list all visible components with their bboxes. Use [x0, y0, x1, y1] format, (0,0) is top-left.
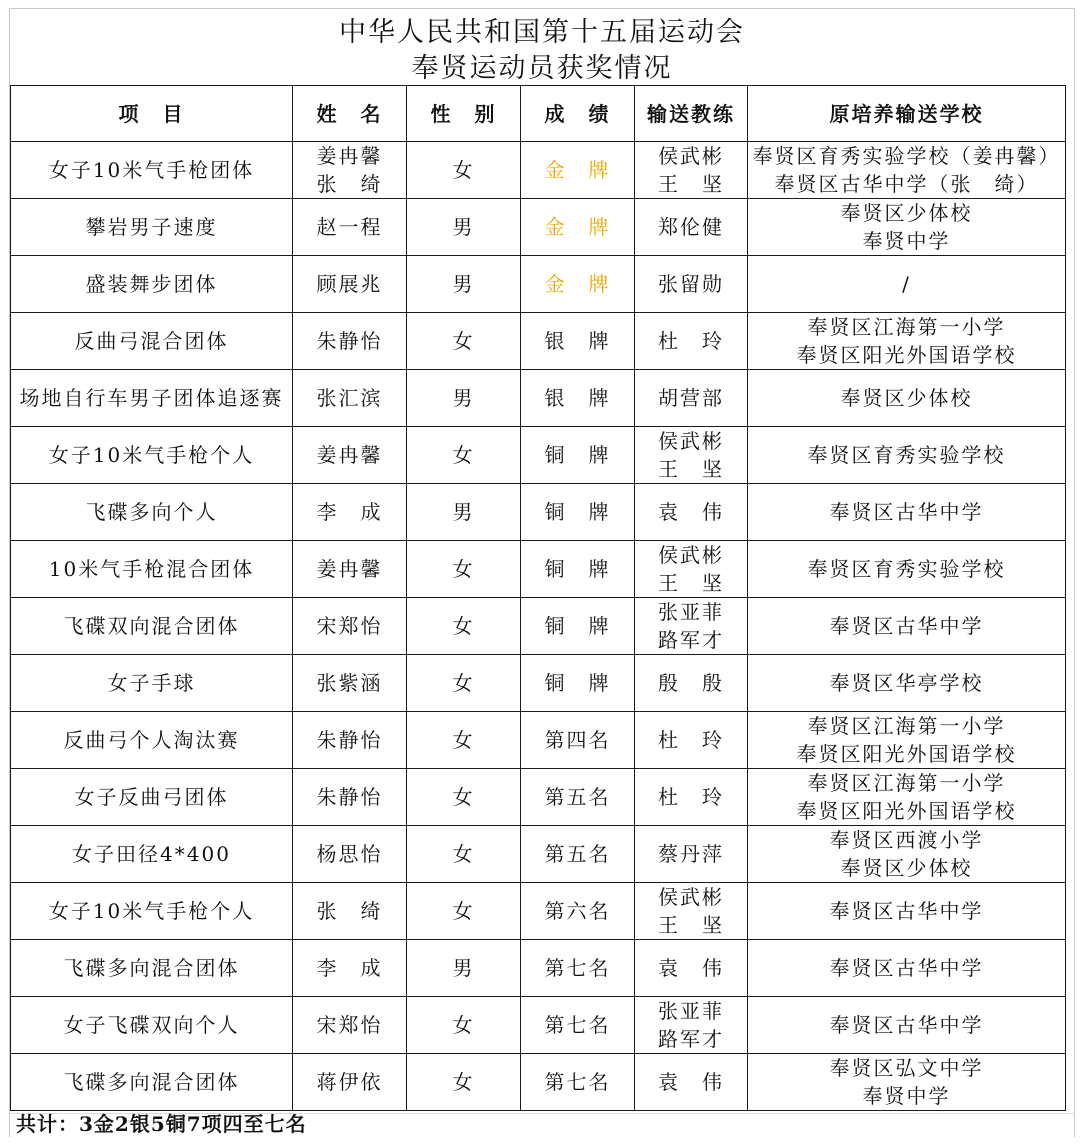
cell-name [293, 826, 407, 883]
table-row [11, 199, 1066, 256]
cell-coach-line: 袁 伟 [658, 500, 724, 524]
cell-school-line: 奉贤区育秀实验学校（姜冉馨） [752, 144, 1061, 168]
cell-coach-line: 胡营部 [658, 386, 724, 410]
cell-name [293, 427, 407, 484]
cell-result: 铜 牌 [521, 655, 635, 712]
cell-result: 第六名 [521, 883, 635, 940]
cell-coach [635, 484, 748, 541]
cell-school [748, 313, 1066, 370]
cell-coach-line: 杜 玲 [658, 785, 724, 809]
cell-coach-line: 王 坚 [658, 172, 724, 196]
cell-event: 女子10米气手枪个人 [11, 427, 293, 484]
cell-coach-line: 袁 伟 [658, 956, 724, 980]
cell-coach-line: 王 坚 [658, 913, 724, 937]
cell-school-line: 奉贤区西渡小学 [829, 828, 984, 852]
cell-coach [635, 883, 748, 940]
cell-name-line: 朱静怡 [316, 728, 383, 752]
cell-name [293, 484, 407, 541]
cell-coach-line: 袁 伟 [658, 1070, 724, 1094]
cell-name-line: 张 绮 [316, 172, 383, 196]
cell-event: 飞碟双向混合团体 [11, 598, 293, 655]
cell-name-line: 李 成 [316, 956, 383, 980]
cell-school-line: 奉贤区弘文中学 [829, 1056, 984, 1080]
cell-school-line: 奉贤区育秀实验学校 [807, 557, 1006, 581]
cell-event: 飞碟多向个人 [11, 484, 293, 541]
cell-result: 金 牌 [521, 199, 635, 256]
cell-gender: 女 [407, 598, 521, 655]
cell-school-line: 奉贤区少体校 [840, 386, 973, 410]
cell-name-line: 蒋伊依 [316, 1070, 383, 1094]
cell-school-line: 奉贤区育秀实验学校 [807, 443, 1006, 467]
cell-name [293, 655, 407, 712]
cell-school [748, 256, 1066, 313]
cell-school [748, 541, 1066, 598]
cell-result: 铜 牌 [521, 484, 635, 541]
cell-gender: 女 [407, 655, 521, 712]
cell-name [293, 199, 407, 256]
cell-gender: 男 [407, 199, 521, 256]
cell-name [293, 712, 407, 769]
table-row [11, 712, 1066, 769]
cell-coach [635, 712, 748, 769]
cell-school-line: 奉贤中学 [862, 229, 951, 253]
cell-result: 金 牌 [521, 256, 635, 313]
total-summary: 共计：3金2银5铜7项四至七名 [16, 1112, 307, 1136]
cell-result: 铜 牌 [521, 598, 635, 655]
cell-coach-line: 杜 玲 [658, 728, 724, 752]
cell-school [748, 655, 1066, 712]
cell-coach-line: 张留勋 [658, 272, 724, 296]
cell-name-line: 赵一程 [316, 215, 383, 239]
cell-coach-line: 侯武彬 [658, 885, 724, 909]
page-subtitle: 奉贤运动员获奖情况 [411, 53, 673, 84]
cell-result: 第五名 [521, 769, 635, 826]
cell-name-line: 姜冉馨 [316, 557, 383, 581]
cell-event: 反曲弓个人淘汰赛 [11, 712, 293, 769]
table-row [11, 997, 1066, 1054]
cell-school-line: 奉贤区阳光外国语学校 [796, 343, 1017, 367]
table-row [11, 1054, 1066, 1111]
cell-coach-line: 殷 殷 [658, 671, 724, 695]
table-row [11, 142, 1066, 199]
header-coach: 输送教练 [635, 86, 748, 142]
cell-coach-line: 王 坚 [658, 457, 724, 481]
cell-school-line: 奉贤区江海第一小学 [807, 771, 1006, 795]
cell-coach [635, 598, 748, 655]
table-row [11, 883, 1066, 940]
table-row [11, 655, 1066, 712]
cell-school [748, 997, 1066, 1054]
cell-coach [635, 826, 748, 883]
cell-name [293, 370, 407, 427]
cell-school-line: 奉贤区阳光外国语学校 [796, 799, 1017, 823]
cell-school [748, 484, 1066, 541]
header-event: 项 目 [11, 86, 293, 142]
cell-coach [635, 997, 748, 1054]
cell-name [293, 541, 407, 598]
table-row [11, 541, 1066, 598]
cell-school-line: 奉贤区阳光外国语学校 [796, 742, 1017, 766]
awards-table [10, 85, 1066, 1111]
cell-coach-line: 侯武彬 [658, 543, 724, 567]
cell-school [748, 1054, 1066, 1111]
cell-school [748, 712, 1066, 769]
cell-school-line: 奉贤区古华中学 [829, 1013, 984, 1037]
cell-school-line: 奉贤区少体校 [840, 201, 973, 225]
cell-coach-line: 侯武彬 [658, 144, 724, 168]
header-result: 成 绩 [521, 86, 635, 142]
cell-gender: 女 [407, 883, 521, 940]
cell-name-line: 张 绮 [316, 899, 383, 923]
cell-school [748, 883, 1066, 940]
cell-name-line: 宋郑怡 [316, 614, 383, 638]
cell-result: 银 牌 [521, 313, 635, 370]
cell-coach-line: 杜 玲 [658, 329, 724, 353]
cell-coach [635, 313, 748, 370]
table-row [11, 826, 1066, 883]
cell-coach [635, 142, 748, 199]
cell-gender: 女 [407, 541, 521, 598]
cell-school-line: 奉贤区古华中学 [829, 899, 984, 923]
cell-gender: 女 [407, 313, 521, 370]
cell-gender: 男 [407, 256, 521, 313]
cell-name [293, 142, 407, 199]
cell-gender: 女 [407, 427, 521, 484]
cell-gender: 女 [407, 142, 521, 199]
table-row [11, 370, 1066, 427]
cell-school-line: 奉贤区古华中学 [829, 614, 984, 638]
cell-event: 反曲弓混合团体 [11, 313, 293, 370]
cell-name-line: 姜冉馨 [316, 144, 383, 168]
cell-event: 攀岩男子速度 [11, 199, 293, 256]
cell-gender: 女 [407, 769, 521, 826]
cell-result: 银 牌 [521, 370, 635, 427]
cell-coach [635, 769, 748, 826]
cell-gender: 女 [407, 1054, 521, 1111]
cell-gender: 男 [407, 370, 521, 427]
cell-name [293, 313, 407, 370]
cell-coach [635, 541, 748, 598]
cell-name-line: 朱静怡 [316, 329, 383, 353]
cell-coach [635, 655, 748, 712]
cell-school [748, 427, 1066, 484]
header-gender: 性 别 [407, 86, 521, 142]
cell-coach [635, 256, 748, 313]
table-header-row [11, 86, 1066, 142]
cell-event: 场地自行车男子团体追逐赛 [11, 370, 293, 427]
cell-event: 飞碟多向混合团体 [11, 1054, 293, 1111]
cell-name-line: 朱静怡 [316, 785, 383, 809]
cell-result: 铜 牌 [521, 541, 635, 598]
cell-name-line: 杨思怡 [316, 842, 383, 866]
cell-coach-line: 王 坚 [658, 571, 724, 595]
cell-coach-line: 张亚菲 [658, 600, 724, 624]
table-row [11, 484, 1066, 541]
cell-coach-line: 郑伦健 [658, 215, 724, 239]
cell-result: 第四名 [521, 712, 635, 769]
cell-name-line: 李 成 [316, 500, 383, 524]
cell-event: 女子手球 [11, 655, 293, 712]
cell-school-line: 奉贤区古华中学（张 绮） [774, 172, 1039, 196]
table-body [11, 142, 1066, 1111]
cell-school-line: 奉贤区江海第一小学 [807, 315, 1006, 339]
cell-event: 飞碟多向混合团体 [11, 940, 293, 997]
cell-school [748, 199, 1066, 256]
cell-name [293, 997, 407, 1054]
cell-school [748, 370, 1066, 427]
header-school: 原培养输送学校 [748, 86, 1066, 142]
cell-school-line: 奉贤区古华中学 [829, 500, 984, 524]
cell-school-line: / [902, 272, 911, 296]
document-page [9, 8, 1075, 1137]
cell-school-line: 奉贤区少体校 [840, 856, 973, 880]
cell-name-line: 张汇滨 [316, 386, 383, 410]
cell-coach-line: 张亚菲 [658, 999, 724, 1023]
cell-result: 第七名 [521, 1054, 635, 1111]
cell-name [293, 883, 407, 940]
cell-result: 铜 牌 [521, 427, 635, 484]
cell-gender: 男 [407, 484, 521, 541]
cell-result: 第七名 [521, 997, 635, 1054]
cell-event: 女子反曲弓团体 [11, 769, 293, 826]
cell-school [748, 142, 1066, 199]
cell-gender: 女 [407, 712, 521, 769]
cell-gender: 女 [407, 997, 521, 1054]
cell-name-line: 姜冉馨 [316, 443, 383, 467]
cell-school-line: 奉贤中学 [862, 1084, 951, 1108]
cell-school [748, 826, 1066, 883]
cell-event: 女子10米气手枪个人 [11, 883, 293, 940]
cell-result: 第五名 [521, 826, 635, 883]
cell-coach-line: 蔡丹萍 [658, 842, 724, 866]
cell-event: 10米气手枪混合团体 [11, 541, 293, 598]
cell-coach [635, 427, 748, 484]
cell-school [748, 769, 1066, 826]
cell-name-line: 张紫涵 [316, 671, 383, 695]
page-title: 中华人民共和国第十五届运动会 [339, 17, 745, 48]
cell-gender: 男 [407, 940, 521, 997]
cell-coach [635, 1054, 748, 1111]
table-row [11, 769, 1066, 826]
cell-school-line: 奉贤区华亭学校 [829, 671, 984, 695]
cell-coach-line: 路军才 [658, 628, 724, 652]
table-row [11, 313, 1066, 370]
cell-result: 第七名 [521, 940, 635, 997]
table-row [11, 256, 1066, 313]
cell-coach-line: 路军才 [658, 1027, 724, 1051]
cell-school-line: 奉贤区江海第一小学 [807, 714, 1006, 738]
cell-event: 盛装舞步团体 [11, 256, 293, 313]
cell-coach [635, 199, 748, 256]
header-name: 姓 名 [293, 86, 407, 142]
cell-gender: 女 [407, 826, 521, 883]
cell-event: 女子飞碟双向个人 [11, 997, 293, 1054]
cell-school-line: 奉贤区古华中学 [829, 956, 984, 980]
cell-coach-line: 侯武彬 [658, 429, 724, 453]
cell-name-line: 宋郑怡 [316, 1013, 383, 1037]
cell-coach [635, 940, 748, 997]
cell-name-line: 顾展兆 [316, 272, 383, 296]
cell-name [293, 256, 407, 313]
cell-event: 女子10米气手枪团体 [11, 142, 293, 199]
cell-name [293, 1054, 407, 1111]
cell-school [748, 940, 1066, 997]
cell-name [293, 940, 407, 997]
table-row [11, 598, 1066, 655]
cell-result: 金 牌 [521, 142, 635, 199]
table-row [11, 427, 1066, 484]
cell-name [293, 769, 407, 826]
cell-event: 女子田径4*400 [11, 826, 293, 883]
cell-school [748, 598, 1066, 655]
cell-coach [635, 370, 748, 427]
table-row [11, 940, 1066, 997]
cell-name [293, 598, 407, 655]
